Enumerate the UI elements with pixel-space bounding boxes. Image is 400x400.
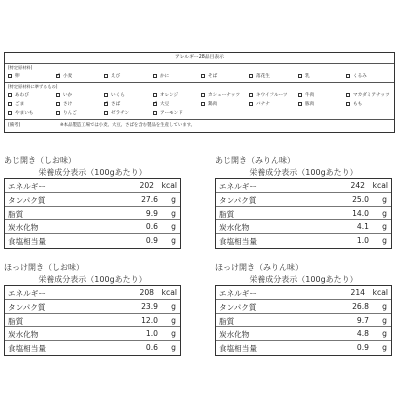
allergen-name: バナナ [256, 101, 270, 107]
allergen-name: 大豆 [160, 101, 170, 107]
allergen-name: カシューナッツ [208, 92, 240, 98]
allergen-name: いか [63, 92, 73, 98]
nutrition-row [5, 207, 180, 221]
nutrient-unit: g [382, 343, 387, 353]
checkbox-icon [153, 93, 157, 97]
nutrient-unit: g [382, 194, 387, 204]
allergen-name: りんご [63, 110, 77, 116]
checkbox-icon [8, 93, 12, 97]
nutrition-panel [215, 155, 392, 253]
checkbox-icon [104, 111, 108, 115]
nutrient-label: エネルギー [8, 182, 46, 191]
allergen-item [201, 90, 240, 99]
allergen-item [153, 99, 169, 108]
checkbox-icon [249, 74, 253, 78]
nutrient-unit: g [382, 236, 387, 246]
nutrition-row [5, 341, 180, 355]
checkbox-icon [153, 74, 157, 78]
allergen-item [104, 71, 120, 80]
nutrient-value: 0.6 [145, 222, 158, 232]
nutrition-row [216, 234, 391, 248]
nutrient-value: 0.9 [356, 343, 369, 353]
allergen-item [346, 90, 390, 99]
nutrient-unit: g [171, 208, 176, 218]
divider [5, 82, 394, 83]
nutrient-label: エネルギー [8, 289, 46, 298]
nutrition-table [215, 285, 392, 356]
panel-title: ほっけ開き（しお味） [4, 263, 84, 272]
checkbox-icon [104, 102, 108, 106]
allergen-name: さけ [63, 101, 73, 107]
allergen-item [56, 71, 72, 80]
panel-subtitle: 栄養成分表示（100gあたり） [249, 275, 358, 284]
equiv-row [5, 90, 394, 99]
allergen-item [104, 90, 125, 99]
nutrient-label: 脂質 [219, 209, 235, 219]
allergen-name: 乳 [305, 73, 310, 79]
allergen-item [56, 108, 77, 117]
nutrition-row [216, 179, 391, 193]
allergen-name: くるみ [353, 73, 367, 79]
checkbox-icon [8, 74, 12, 78]
panel-subtitle: 栄養成分表示（100gあたり） [249, 168, 358, 177]
nutrient-value: 12.0 [141, 315, 158, 325]
nutrient-label: タンパク質 [8, 302, 46, 312]
nutrient-label: 炭水化物 [8, 223, 39, 233]
checkbox-icon [346, 93, 350, 97]
nutrient-unit: kcal [161, 181, 177, 190]
nutrient-label: 炭水化物 [8, 330, 39, 340]
checkbox-icon [153, 102, 157, 106]
allergen-name: ごま [15, 101, 25, 107]
nutrient-label: 脂質 [8, 316, 24, 326]
allergen-item [201, 71, 217, 80]
specific-row [5, 71, 394, 80]
nutrient-unit: g [171, 236, 176, 246]
nutrition-row [216, 207, 391, 221]
allergen-item [56, 90, 72, 99]
equiv-label: [特定原材料に準ずるもの] [8, 84, 58, 89]
nutrition-row [5, 300, 180, 314]
allergen-name: やまいも [15, 110, 34, 116]
nutrient-unit: g [382, 329, 387, 339]
nutrient-unit: g [171, 329, 176, 339]
nutrient-unit: kcal [161, 288, 177, 297]
checkbox-icon [249, 93, 253, 97]
nutrient-unit: g [382, 208, 387, 218]
allergen-item [249, 99, 270, 108]
nutrient-label: エネルギー [219, 289, 257, 298]
checkbox-icon [56, 93, 60, 97]
allergen-item [346, 99, 362, 108]
allergen-name: マカダミアナッツ [353, 92, 390, 98]
checkbox-icon [298, 74, 302, 78]
allergy-title: アレルギー28品目表示 [5, 53, 394, 64]
allergen-item [298, 71, 310, 80]
allergen-name: 豚肉 [305, 101, 315, 107]
nutrition-row [216, 220, 391, 234]
nutrient-unit: g [382, 315, 387, 325]
allergen-item [298, 90, 314, 99]
allergen-name: キウイフルーツ [256, 92, 288, 98]
nutrient-label: 脂質 [219, 316, 235, 326]
note-text: ※本品製造工場では小麦、大豆、さばを含む製品を生産しています。 [60, 123, 196, 128]
nutrient-label: 脂質 [8, 209, 24, 219]
nutrient-label: 食塩相当量 [219, 344, 257, 354]
nutrient-value: 1.0 [356, 236, 369, 246]
nutrient-value: 26.8 [352, 301, 369, 311]
allergy-table [4, 52, 395, 133]
allergen-item [8, 90, 29, 99]
note-row [8, 122, 196, 128]
allergen-name: あわび [15, 92, 29, 98]
nutrient-value: 0.6 [145, 343, 158, 353]
checkbox-icon [201, 74, 205, 78]
nutrition-row [5, 220, 180, 234]
allergen-item [346, 71, 367, 80]
checkbox-icon [104, 93, 108, 97]
checkbox-icon [8, 111, 12, 115]
nutrient-unit: g [171, 343, 176, 353]
nutrient-unit: g [382, 222, 387, 232]
nutrition-row [216, 286, 391, 300]
checkbox-icon [56, 74, 60, 78]
allergen-item [8, 99, 24, 108]
allergen-item [153, 71, 169, 80]
nutrient-label: 食塩相当量 [8, 344, 46, 354]
allergen-item [298, 99, 314, 108]
allergen-name: 落花生 [256, 73, 270, 79]
nutrition-row [216, 300, 391, 314]
panel-title: あじ開き（しお味） [4, 156, 76, 165]
nutrient-label: エネルギー [219, 182, 257, 191]
allergen-name: かに [160, 73, 170, 79]
nutrient-unit: g [171, 222, 176, 232]
divider [5, 119, 394, 120]
allergen-name: いくら [111, 92, 125, 98]
checkbox-icon [298, 102, 302, 106]
allergen-item [153, 90, 178, 99]
nutrition-panel [4, 155, 181, 253]
checkbox-icon [8, 102, 12, 106]
checkbox-icon [346, 102, 350, 106]
nutrient-value: 9.7 [356, 315, 369, 325]
allergen-item [56, 99, 72, 108]
checkbox-icon [56, 102, 60, 106]
allergen-name: そば [208, 73, 218, 79]
nutrient-value: 4.8 [356, 329, 369, 339]
nutrition-row [216, 314, 391, 328]
allergen-item [201, 99, 217, 108]
nutrient-label: 食塩相当量 [8, 237, 46, 247]
nutrient-unit: g [171, 315, 176, 325]
checkbox-icon [201, 93, 205, 97]
note-label: [備考] [8, 123, 21, 128]
nutrition-row [5, 234, 180, 248]
nutrient-unit: g [171, 194, 176, 204]
nutrient-unit: kcal [372, 288, 388, 297]
checkbox-icon [104, 74, 108, 78]
nutrition-row [5, 327, 180, 341]
nutrient-value: 214 [350, 288, 365, 297]
panel-subtitle: 栄養成分表示（100gあたり） [38, 275, 147, 284]
nutrient-value: 25.0 [352, 194, 369, 204]
nutrient-label: 炭水化物 [219, 223, 250, 233]
nutrition-row [5, 193, 180, 207]
checkbox-icon [249, 102, 253, 106]
nutrient-value: 242 [350, 181, 365, 190]
allergen-item [249, 71, 270, 80]
allergen-name: 小麦 [63, 73, 73, 79]
nutrition-panel [4, 262, 181, 360]
nutrition-row [216, 341, 391, 355]
nutrient-unit: g [171, 301, 176, 311]
panel-title: あじ開き（みりん味） [215, 156, 295, 165]
nutrition-row [5, 286, 180, 300]
allergen-name: 牛肉 [305, 92, 315, 98]
nutrient-value: 208 [139, 288, 154, 297]
allergen-name: アーモンド [160, 110, 183, 116]
nutrient-value: 1.0 [145, 329, 158, 339]
nutrient-value: 202 [139, 181, 154, 190]
allergen-item [8, 108, 33, 117]
nutrient-unit: kcal [372, 181, 388, 190]
checkbox-icon [346, 74, 350, 78]
nutrient-label: 食塩相当量 [219, 237, 257, 247]
nutrient-label: タンパク質 [219, 195, 257, 205]
nutrient-label: 炭水化物 [219, 330, 250, 340]
nutrition-row [5, 179, 180, 193]
nutrient-value: 23.9 [141, 301, 158, 311]
nutrition-row [216, 327, 391, 341]
nutrient-value: 27.6 [141, 194, 158, 204]
nutrition-table [4, 285, 181, 356]
checkbox-icon [298, 93, 302, 97]
allergen-name: オレンジ [160, 92, 179, 98]
checkbox-icon [56, 111, 60, 115]
allergen-name: えび [111, 73, 121, 79]
allergen-name: 鶏肉 [208, 101, 218, 107]
allergen-name: 卵 [15, 73, 20, 79]
specific-label: [特定原材料] [8, 65, 33, 70]
equiv-row [5, 99, 394, 108]
nutrient-value: 0.9 [145, 236, 158, 246]
allergen-item [104, 99, 120, 108]
panel-subtitle: 栄養成分表示（100gあたり） [38, 168, 147, 177]
allergen-item [104, 108, 129, 117]
nutrition-table [4, 178, 181, 249]
allergen-item [249, 90, 288, 99]
nutrient-label: タンパク質 [8, 195, 46, 205]
nutrient-value: 14.0 [352, 208, 369, 218]
nutrition-table [215, 178, 392, 249]
nutrition-row [216, 193, 391, 207]
nutrition-row [5, 314, 180, 328]
nutrient-label: タンパク質 [219, 302, 257, 312]
nutrient-value: 9.9 [145, 208, 158, 218]
allergen-name: ゼラチン [111, 110, 130, 116]
nutrient-value: 4.1 [356, 222, 369, 232]
allergen-item [153, 108, 183, 117]
checkbox-icon [153, 111, 157, 115]
allergen-name: もも [353, 101, 363, 107]
allergen-name: さば [111, 101, 121, 107]
checkbox-icon [201, 102, 205, 106]
nutrient-unit: g [382, 301, 387, 311]
allergen-item [8, 71, 20, 80]
nutrition-panel [215, 262, 392, 360]
panel-title: ほっけ開き（みりん味） [215, 263, 303, 272]
equiv-row [5, 108, 394, 117]
